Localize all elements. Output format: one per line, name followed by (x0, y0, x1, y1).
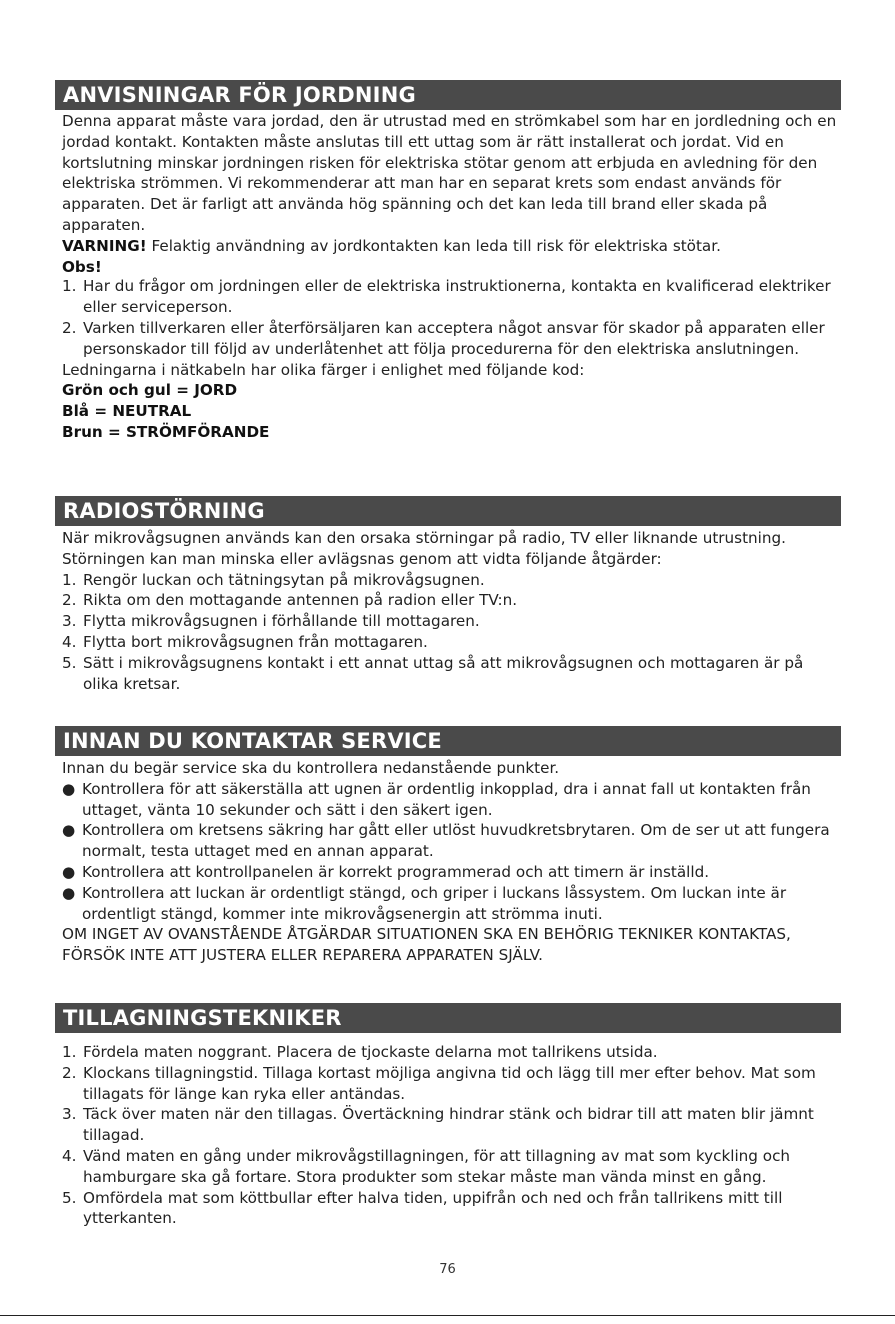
list-number: 3. (62, 612, 77, 631)
list-item (62, 1063, 837, 1105)
section-body-cooking (62, 1042, 837, 1229)
section-body-radio (62, 528, 837, 694)
radio-intro: När mikrovågsugnen används kan den orsaka störningar på radio, TV eller liknande utrustning. Störningen kan man minska eller avlägsnas genom att vidta följande åtgärder: (62, 529, 786, 568)
list-item (62, 1188, 837, 1230)
warning-label: VARNING! (62, 236, 147, 255)
list-item (62, 1042, 837, 1063)
list-item (62, 653, 837, 695)
bullet-icon: ● (62, 821, 76, 840)
list-number: 5. (62, 1188, 77, 1207)
warning-line (62, 236, 837, 257)
list-number: 1. (62, 570, 77, 589)
list-item (62, 862, 837, 883)
list-text: Kontrollera för att säkerställa att ugnen är ordentlig inkopplad, dra i annat fall ut kontakten från uttaget, vänta 10 sekunder och sätt i den säkert igen. (82, 779, 811, 819)
list-item (62, 611, 837, 632)
list-item (62, 1104, 837, 1146)
section-body-service (62, 758, 837, 966)
list-text: Fördela maten noggrant. Placera de tjockaste delarna mot tallrikens utsida. (83, 1043, 658, 1061)
list-number: 1. (62, 1043, 77, 1061)
obs-list (62, 276, 837, 359)
bullet-icon: ● (62, 862, 76, 881)
list-text: Omfördela mat som köttbullar efter halva tiden, uppifrån och ned och från tallrikens mitt till ytterkanten. (83, 1188, 783, 1228)
list-number: 3. (62, 1105, 77, 1124)
list-text: Kontrollera att luckan är ordentligt stängd, och griper i luckans låssystem. Om luckan inte är ordentligt stängd, kommer inte mikrovågsenergin att strömma inuti. (82, 883, 787, 923)
list-text: Täck över maten när den tillagas. Övertäckning hindrar stänk och bidrar till att maten blir jämnt tillagad. (83, 1105, 814, 1145)
list-number: 4. (62, 632, 77, 651)
list-text: Flytta mikrovågsugnen i förhållande till mottagaren. (83, 612, 480, 631)
bullet-icon: ● (62, 883, 76, 902)
list-item (62, 779, 837, 821)
list-item (62, 632, 837, 653)
list-item (62, 590, 837, 611)
list-text: Har du frågor om jordningen eller de elektriska instruktionerna, kontakta en kvalificerad elektriker eller serviceperson. (83, 277, 831, 317)
list-item (62, 276, 837, 318)
wire-live: Brun = STRÖMFÖRANDE (62, 422, 270, 441)
list-number: 1. (62, 277, 77, 296)
list-item (62, 570, 837, 591)
list-item (62, 1146, 837, 1188)
grounding-intro: Denna apparat måste vara jordad, den är utrustad med en strömkabel som har en jordledning och en jordad kontakt. Kontakten måste anslutas till ett uttag som är rätt installerat och jordat. Vid en kortslutning minskar jordningen risken för elektriska stötar genom att erbjuda en avledning för den elektriska strömmen. Vi rekommenderar att man har en separat krets som endast används för apparaten. Det är farligt att använda hög spänning och det kan leda till brand eller skada på apparaten. (62, 112, 837, 234)
list-number: 2. (62, 318, 77, 337)
list-text: Klockans tillagningstid. Tillaga kortast möjliga angivna tid och lägg till mer efter behov. Mat som tillagats för länge kan ryka eller antändas. (83, 1063, 816, 1103)
list-item (62, 318, 837, 360)
list-text: Flytta bort mikrovågsugnen från mottagaren. (83, 632, 428, 651)
wire-neutral: Blå = NEUTRAL (62, 402, 192, 421)
service-closing: OM INGET AV OVANSTÅENDE ÅTGÄRDAR SITUATIONEN SKA EN BEHÖRIG TEKNIKER KONTAKTAS, FÖRSÖK INTE ATT JUSTERA ELLER REPARERA APPARATEN SJÄLV. (62, 925, 791, 965)
list-number: 2. (62, 591, 77, 610)
list-item (62, 883, 837, 925)
list-number: 2. (62, 1063, 77, 1082)
list-text: Sätt i mikrovågsugnens kontakt i ett annat uttag så att mikrovågsugnen och mottagaren är på olika kretsar. (83, 653, 804, 693)
list-text: Vänd maten en gång under mikrovågstillagningen, för att tillagning av mat som kyckling och hamburgare ska gå fortare. Stora produkter som stekar måste man vända minst en gång. (83, 1146, 791, 1186)
list-text: Rengör luckan och tätningsytan på mikrovågsugnen. (83, 570, 485, 589)
service-intro: Innan du begär service ska du kontrollera nedanstående punkter. (62, 759, 560, 777)
cooking-list (62, 1042, 837, 1229)
list-text: Varken tillverkaren eller återförsäljaren kan acceptera något ansvar för skador på apparaten eller personskador till följd av underlåtenhet att följa procedurerna för den elektriska anslutningen. (83, 318, 825, 358)
list-text: Kontrollera om kretsens säkring har gått eller utlöst huvudkretsbrytaren. Om de ser ut att fungera normalt, testa uttaget med en annan apparat. (82, 821, 830, 861)
section-body-grounding (62, 111, 837, 443)
section-heading-service: INNAN DU KONTAKTAR SERVICE (55, 726, 841, 756)
wire-earth: Grön och gul = JORD (62, 381, 238, 400)
list-text: Rikta om den mottagande antennen på radion eller TV:n. (83, 591, 518, 610)
list-item (62, 820, 837, 862)
list-text: Kontrollera att kontrollpanelen är korrekt programmerad och att timern är inställd. (82, 862, 710, 881)
warning-text: Felaktig användning av jordkontakten kan leda till risk för elektriska stötar. (146, 236, 721, 255)
radio-list (62, 570, 837, 695)
wires-intro: Ledningarna i nätkabeln har olika färger i enlighet med följande kod: (62, 360, 585, 379)
service-checklist (62, 779, 837, 925)
section-heading-cooking: TILLAGNINGSTEKNIKER (55, 1003, 841, 1033)
bottom-divider (0, 1315, 895, 1316)
obs-label: Obs! (62, 257, 102, 276)
section-heading-radio: RADIOSTÖRNING (55, 496, 841, 526)
bullet-icon: ● (62, 779, 76, 798)
list-number: 5. (62, 653, 77, 672)
page-number: 76 (439, 1262, 456, 1277)
section-heading-grounding: ANVISNINGAR FÖR JORDNING (55, 80, 841, 110)
list-number: 4. (62, 1146, 77, 1165)
